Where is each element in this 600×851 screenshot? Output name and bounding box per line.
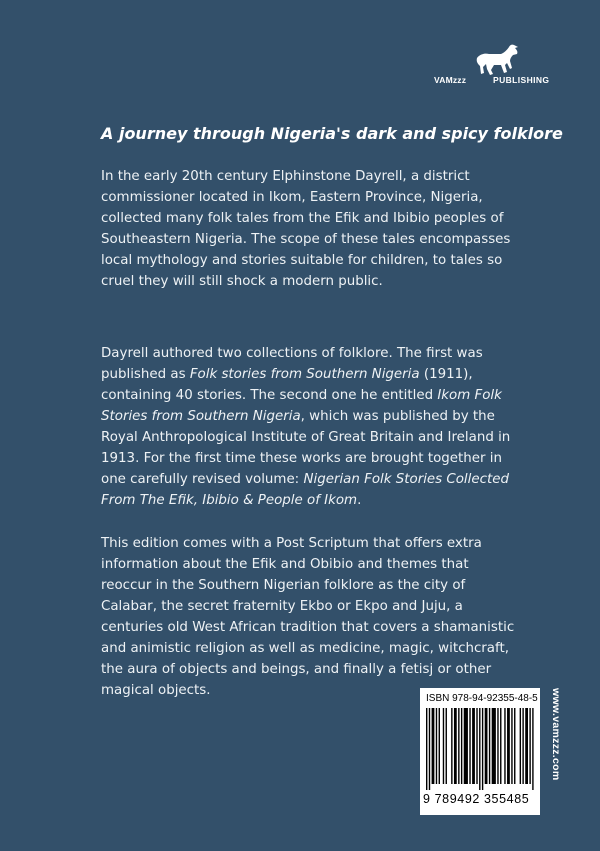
barcode-bar xyxy=(454,708,457,784)
goat-icon xyxy=(474,44,520,78)
description-paragraph-1 xyxy=(101,166,521,292)
barcode-bar xyxy=(461,708,462,784)
barcode-bar xyxy=(525,708,528,784)
text-run: . xyxy=(357,493,362,508)
barcode-bar xyxy=(500,708,501,784)
website-label xyxy=(548,688,568,815)
publisher-logo xyxy=(434,44,564,90)
book-title-2: Ikom Folk Stories from Southern Nigeria xyxy=(101,388,502,424)
barcode-bar xyxy=(514,708,515,784)
barcode-bar xyxy=(439,708,440,784)
website-url: www.vamzzz.com xyxy=(550,688,562,781)
publisher-brand: VAMzzz xyxy=(434,75,467,85)
barcode-bar xyxy=(520,708,521,784)
barcode-icon xyxy=(426,708,535,790)
barcode-bar xyxy=(458,708,459,784)
text-run: (1911), containing 40 stories. The second one he entitled xyxy=(101,367,473,403)
barcode-bar xyxy=(529,708,530,784)
text-run: Dayrell authored two collections of folklore. The first was published as xyxy=(101,346,483,382)
barcode-bar xyxy=(446,708,447,784)
barcode-bar xyxy=(507,708,510,784)
barcode-bar xyxy=(451,708,452,784)
barcode-bar xyxy=(479,708,480,790)
barcode-bar xyxy=(492,708,496,784)
paragraph-text xyxy=(101,343,521,511)
paragraph-text: In the early 20th century Elphinstone Dayrell, a district commissioner located in Ikom, Eastern Province, Nigeria, collected many folk tales from the Efik and Ibibio peoples of Southeastern Nigeria. The scope of these tales encompasses local mythology and stories suitable for children, to tales so cruel they will still shock a modern public. xyxy=(101,169,511,289)
barcode-bar xyxy=(497,708,498,784)
book-title-1: Folk stories from Southern Nigeria xyxy=(189,367,420,382)
barcode-bar xyxy=(489,708,490,784)
barcode-bar xyxy=(432,708,435,784)
isbn-digits: 9 789492 355485 xyxy=(423,792,530,806)
barcode-bar xyxy=(469,708,470,784)
barcode-bar xyxy=(426,708,427,790)
barcode-bar xyxy=(511,708,512,784)
book-title-3: Nigerian Folk Stories Collected From The Efik, Ibibio & People of Ikom xyxy=(101,472,509,508)
barcode-bar xyxy=(532,708,533,790)
paragraph-text: This edition comes with a Post Scriptum that offers extra information about the Efik and Obibio and themes that reoccur in the Southern Nigerian folklore as the city of Calabar, the secret fraternity Ekbo or Ekpo and Juju, a centuries old West African tradition that covers a shamanistic and animistic religion as well as medicine, magic, witchcraft, the aura of objects and beings, and finally a fetisj or other magical objects. xyxy=(101,536,515,698)
barcode-bar xyxy=(464,708,468,784)
description-paragraph-2 xyxy=(101,343,521,511)
barcode-bar xyxy=(429,708,430,790)
text-run: , which was published by the Royal Anthropological Institute of Great Britain and Ireland in 1913. For the first time these works are brought together in one carefully revised volume: xyxy=(101,409,511,487)
barcode-bar xyxy=(485,708,488,784)
barcode-bar xyxy=(472,708,475,784)
barcode-bar xyxy=(522,708,523,784)
isbn-label: ISBN 978-94-92355-48-5 xyxy=(426,693,538,704)
isbn-barcode xyxy=(420,688,540,815)
barcode-bar xyxy=(476,708,477,784)
barcode-bar xyxy=(482,708,483,790)
description-paragraph-3 xyxy=(101,533,521,701)
barcode-bar xyxy=(504,708,505,784)
publisher-name: PUBLISHING xyxy=(493,75,550,85)
barcode-bar xyxy=(436,708,437,784)
tagline: A journey through Nigeria's dark and spicy folklore xyxy=(101,124,563,143)
barcode-bar xyxy=(443,708,444,784)
